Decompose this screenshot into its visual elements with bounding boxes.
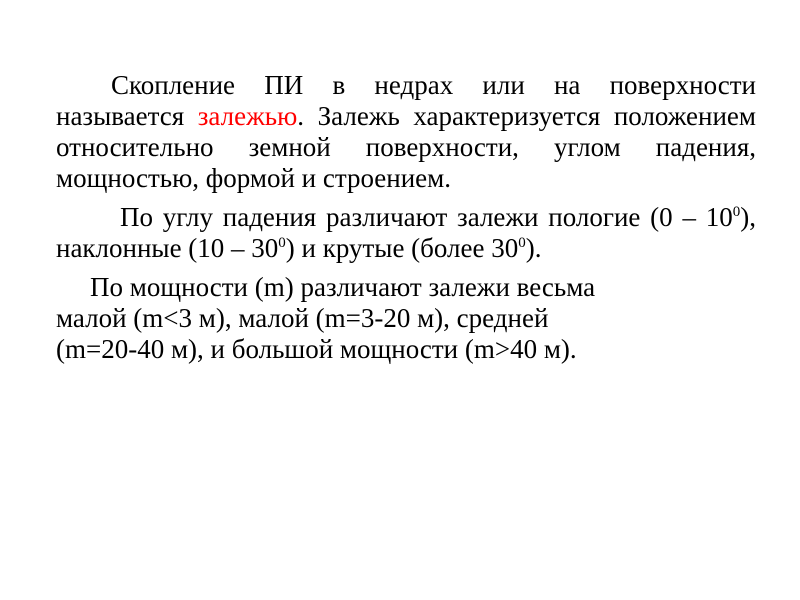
slide-text [56, 70, 756, 365]
paragraph-deposit-definition [56, 70, 756, 194]
p1-text-after: . Залежь характеризуется положением относительно земной поверхности, углом падения, мощностью, формой и строением. [56, 101, 756, 193]
p1-text-before: Скопление ПИ в недрах или на поверхности называется [56, 70, 756, 131]
p2-part3: ) и крутые (более 30 [285, 233, 519, 263]
p3-line-3: (m=20-40 м), и большой мощности (m>40 м). [56, 334, 577, 364]
paragraph-dip-angle [56, 202, 756, 264]
p2-part4: ). [525, 233, 542, 263]
highlighted-term: залежью [197, 101, 298, 131]
p3-line-1: По мощности (m) различают залежи весьма [90, 272, 596, 302]
p2-superscript-1: 0 [732, 204, 741, 220]
p3-line-2: малой (m<3 м), малой (m=3-20 м), средней [56, 303, 549, 333]
p2-part1: По углу падения различают залежи пологие (0 – 10 [120, 202, 733, 232]
p2-superscript-2: 0 [278, 235, 286, 251]
p2-part2: ), наклонные (10 – 30 [56, 202, 756, 263]
p2-superscript-3: 0 [518, 235, 526, 251]
paragraph-thickness [56, 272, 756, 365]
